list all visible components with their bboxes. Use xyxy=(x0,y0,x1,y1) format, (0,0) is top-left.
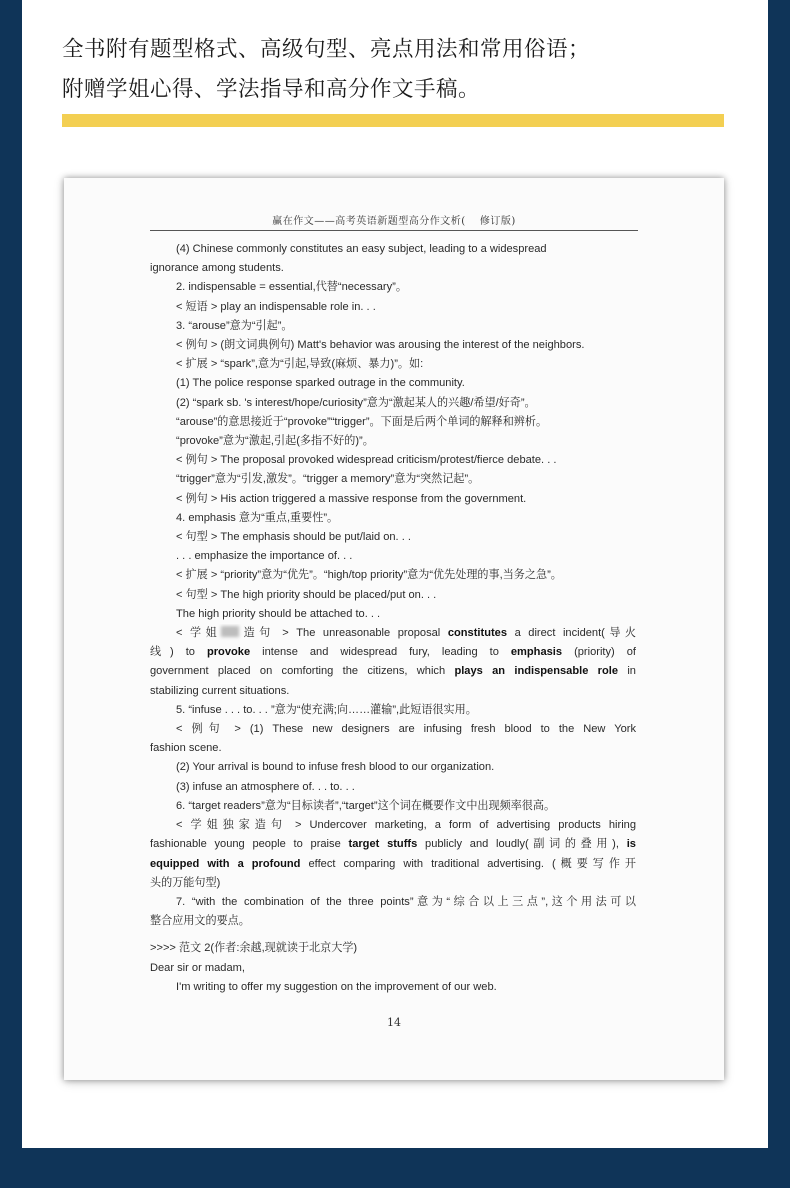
text-line: (3) infuse an atmosphere of. . . to. . . xyxy=(176,780,355,793)
headline-line-2: 附赠学姐心得、学法指导和高分作文手稿。 xyxy=(62,77,481,102)
text-line: (2) Your arrival is bound to infuse fresh blood to our organization. xyxy=(176,761,495,774)
text-line: < 学姐独家造句 > Undercover marketing, a form of advertising products hiring xyxy=(176,819,636,832)
book-page-scan xyxy=(64,178,724,1080)
text-segment: intense and widespread fury, leading to xyxy=(262,646,499,659)
text-line: Dear sir or madam, xyxy=(150,961,245,974)
paragraph-gap xyxy=(150,931,636,939)
text-line: I'm writing to offer my suggestion on the improvement of our web. xyxy=(176,980,497,993)
text-segment: (priority) of xyxy=(574,646,636,659)
text-line: 6. “target readers”意为“目标读者”,“target”这个词在概要作文中出现频率很高。 xyxy=(176,799,556,812)
text-segment: effect comparing with traditional advertising. (概要写作开 xyxy=(308,857,636,870)
text-segment: 造句 > The unreasonable proposal xyxy=(239,627,441,640)
text-line xyxy=(150,835,636,854)
text-line: >>>> 范文 2(作者:余越,现就读于北京大学) xyxy=(150,942,358,955)
text-line: fashion scene. xyxy=(150,742,222,755)
text-line xyxy=(150,643,636,662)
text-line xyxy=(150,662,636,681)
text-line: 头的万能句型) xyxy=(150,876,221,889)
text-line: < 句型 > The high priority should be placed/put on. . . xyxy=(176,588,437,601)
bold-phrase: provoke xyxy=(206,646,251,659)
highlight-bar xyxy=(62,114,724,127)
text-line: 3. “arouse”意为“引起”。 xyxy=(176,319,293,332)
bold-phrase: target stuffs xyxy=(348,838,418,851)
text-line: < 句型 > The emphasis should be put/laid on. . . xyxy=(176,531,411,544)
text-line: 整合应用文的要点。 xyxy=(150,915,250,928)
text-line: < 例句 > His action triggered a massive response from the government. xyxy=(176,492,527,505)
header-rule xyxy=(150,230,638,231)
bold-phrase: constitutes xyxy=(447,627,508,640)
text-line: < 例句 > (朗文词典例句) Matt's behavior was arousing the interest of the neighbors. xyxy=(176,339,585,352)
page-body xyxy=(150,240,636,997)
text-line: “provoke”意为“激起,引起(多指不好的)”。 xyxy=(176,435,374,448)
text-line: “trigger”意为“引发,激发”。“trigger a memory”意为“突然记起”。 xyxy=(176,473,480,486)
text-segment: fashionable young people to praise xyxy=(150,838,341,851)
text-line: < 例句 > (1) These new designers are infusing fresh blood to the New York xyxy=(176,723,636,736)
text-segment: publicly and loudly(副词的叠用), xyxy=(425,838,619,851)
bold-phrase: equipped with a profound xyxy=(150,857,301,870)
text-line: “arouse”的意思接近于“provoke”“trigger”。下面是后两个单词的解释和辨析。 xyxy=(176,415,548,428)
text-line: (2) “spark sb. 's interest/hope/curiosity”意为“激起某人的兴趣/希望/好奇”。 xyxy=(176,396,536,409)
text-line: < 扩展 > “priority”意为“优先”。“high/top priority”意为“优先处理的事,当务之急”。 xyxy=(176,569,562,582)
text-line: 5. “infuse . . . to. . . ”意为“使充满;向……灌输”,此短语很实用。 xyxy=(176,703,477,716)
text-line: The high priority should be attached to. . . xyxy=(176,607,381,620)
text-segment: in xyxy=(627,665,636,678)
bold-phrase: is xyxy=(626,838,636,851)
redaction-blur xyxy=(221,626,239,637)
text-line: 2. indispensable = essential,代替“necessary”。 xyxy=(176,281,407,294)
text-line xyxy=(150,624,636,643)
text-line: < 例句 > The proposal provoked widespread criticism/protest/fierce debate. . . xyxy=(176,454,557,467)
text-line: ignorance among students. xyxy=(150,262,284,275)
product-card xyxy=(22,0,768,1148)
headline-line-1: 全书附有题型格式、高级句型、亮点用法和常用俗语； xyxy=(62,37,591,62)
text-line: (1) The police response sparked outrage in the community. xyxy=(176,377,465,390)
text-segment: < 学姐 xyxy=(176,627,222,640)
text-segment: 线) to xyxy=(150,646,195,659)
bold-phrase: emphasis xyxy=(510,646,563,659)
text-line: stabilizing current situations. xyxy=(150,684,290,697)
text-line xyxy=(150,855,636,874)
text-line: (4) Chinese commonly constitutes an easy subject, leading to a widespread xyxy=(176,243,547,255)
page-number: 14 xyxy=(387,1016,401,1029)
headline xyxy=(62,30,742,110)
text-line: < 扩展 > “spark”,意为“引起,导致(麻烦、暴力)”。如: xyxy=(176,358,424,371)
text-segment: government placed on comforting the citizens, which xyxy=(150,665,446,678)
bold-phrase: plays an indispensable role xyxy=(454,665,619,678)
text-line: 4. emphasis 意为“重点,重要性”。 xyxy=(176,511,339,524)
text-line: 7. “with the combination of the three points”意为“综合以上三点”,这个用法可以 xyxy=(176,895,636,908)
text-line: < 短语 > play an indispensable role in. . . xyxy=(176,300,376,313)
text-segment: a direct incident(导火 xyxy=(514,627,636,640)
running-head: 赢在作文——高考英语新题型高分作文析( 修订版) xyxy=(272,216,516,227)
text-line: . . . emphasize the importance of. . . xyxy=(176,550,353,563)
